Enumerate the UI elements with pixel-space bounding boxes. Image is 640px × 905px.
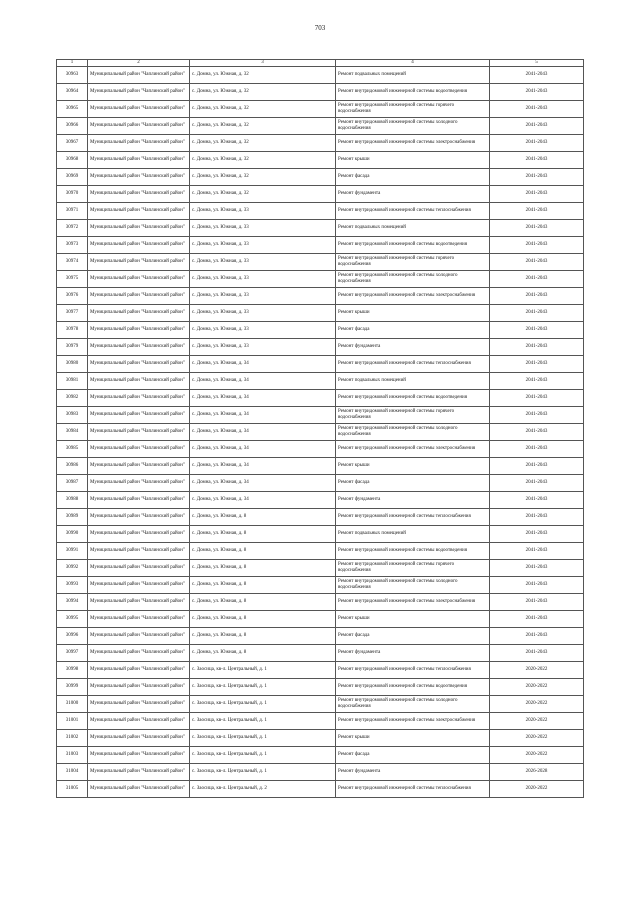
table-row: [57, 628, 584, 645]
row-number: 30985: [57, 441, 88, 458]
work-type-cell: Ремонт внутридомовой инженерной системы теплоснабжения: [336, 356, 490, 373]
municipality-cell: Муниципальный район "Чаплинский район": [88, 645, 190, 662]
municipality-cell: Муниципальный район "Чаплинский район": [88, 577, 190, 594]
work-type-cell: Ремонт внутридомовой инженерной системы теплоснабжения: [336, 509, 490, 526]
column-header: 5: [490, 60, 584, 67]
municipality-cell: Муниципальный район "Чаплинский район": [88, 441, 190, 458]
address-cell: с. Домна, ул. Южная, д. 34: [190, 424, 336, 441]
address-cell: с. Заосица, кв-л. Центральный, д. 1: [190, 764, 336, 781]
address-cell: с. Домна, ул. Южная, д. 32: [190, 101, 336, 118]
work-type-cell: Ремонт внутридомовой инженерной системы электроснабжения: [336, 288, 490, 305]
address-cell: с. Домна, ул. Южная, д. 34: [190, 373, 336, 390]
work-type-cell: Ремонт фундамента: [336, 645, 490, 662]
table-row: [57, 713, 584, 730]
table-row: [57, 543, 584, 560]
municipality-cell: Муниципальный район "Чаплинский район": [88, 305, 190, 322]
period-cell: 2041-2043: [490, 271, 584, 288]
table-row: [57, 492, 584, 509]
row-number: 30976: [57, 288, 88, 305]
table-row: [57, 169, 584, 186]
address-cell: с. Домна, ул. Южная, д. 33: [190, 322, 336, 339]
period-cell: 2041-2043: [490, 543, 584, 560]
work-type-cell: Ремонт фасада: [336, 322, 490, 339]
municipality-cell: Муниципальный район "Чаплинский район": [88, 322, 190, 339]
address-cell: с. Домна, ул. Южная, д. 8: [190, 509, 336, 526]
table-row: [57, 577, 584, 594]
period-cell: 2041-2043: [490, 203, 584, 220]
row-number: 30987: [57, 475, 88, 492]
work-type-cell: Ремонт внутридомовой инженерной системы электроснабжения: [336, 713, 490, 730]
address-cell: с. Домна, ул. Южная, д. 32: [190, 152, 336, 169]
table-row: [57, 458, 584, 475]
address-cell: с. Домна, ул. Южная, д. 32: [190, 169, 336, 186]
table-row: [57, 135, 584, 152]
municipality-cell: Муниципальный район "Чаплинский район": [88, 118, 190, 135]
period-cell: 2041-2043: [490, 118, 584, 135]
address-cell: с. Заосица, кв-л. Центральный, д. 2: [190, 781, 336, 798]
address-cell: с. Домна, ул. Южная, д. 34: [190, 458, 336, 475]
work-type-cell: Ремонт крыши: [336, 305, 490, 322]
work-type-cell: Ремонт внутридомовой инженерной системы водоотведения: [336, 543, 490, 560]
period-cell: 2020-2022: [490, 679, 584, 696]
table-row: [57, 730, 584, 747]
period-cell: 2020-2022: [490, 747, 584, 764]
row-number: 30999: [57, 679, 88, 696]
row-number: 30986: [57, 458, 88, 475]
row-number: 30991: [57, 543, 88, 560]
municipality-cell: Муниципальный район "Чаплинский район": [88, 526, 190, 543]
work-type-cell: Ремонт внутридомовой инженерной системы электроснабжения: [336, 594, 490, 611]
work-type-cell: Ремонт внутридомовой инженерной системы горячего водоснабжения: [336, 407, 490, 424]
work-type-cell: Ремонт внутридомовой инженерной системы электроснабжения: [336, 441, 490, 458]
row-number: 31000: [57, 696, 88, 713]
row-number: 30996: [57, 628, 88, 645]
table-row: [57, 84, 584, 101]
municipality-cell: Муниципальный район "Чаплинский район": [88, 373, 190, 390]
period-cell: 2041-2043: [490, 84, 584, 101]
work-type-cell: Ремонт внутридомовой инженерной системы холодного водоснабжения: [336, 696, 490, 713]
address-cell: с. Заосица, кв-л. Центральный, д. 1: [190, 713, 336, 730]
address-cell: с. Домна, ул. Южная, д. 33: [190, 271, 336, 288]
municipality-cell: Муниципальный район "Чаплинский район": [88, 84, 190, 101]
table-row: [57, 560, 584, 577]
row-number: 31001: [57, 713, 88, 730]
column-header: 1: [57, 60, 88, 67]
row-number: 30984: [57, 424, 88, 441]
period-cell: 2041-2043: [490, 101, 584, 118]
municipality-cell: Муниципальный район "Чаплинский район": [88, 679, 190, 696]
work-type-cell: Ремонт фундамента: [336, 764, 490, 781]
municipality-cell: Муниципальный район "Чаплинский район": [88, 424, 190, 441]
work-type-cell: Ремонт внутридомовой инженерной системы теплоснабжения: [336, 203, 490, 220]
work-type-cell: Ремонт внутридомовой инженерной системы водоотведения: [336, 84, 490, 101]
municipality-cell: Муниципальный район "Чаплинский район": [88, 186, 190, 203]
municipality-cell: Муниципальный район "Чаплинский район": [88, 203, 190, 220]
municipality-cell: Муниципальный район "Чаплинский район": [88, 475, 190, 492]
row-number: 30975: [57, 271, 88, 288]
address-cell: с. Домна, ул. Южная, д. 33: [190, 237, 336, 254]
municipality-cell: Муниципальный район "Чаплинский район": [88, 781, 190, 798]
period-cell: 2041-2043: [490, 220, 584, 237]
table-row: [57, 220, 584, 237]
period-cell: 2041-2043: [490, 492, 584, 509]
row-number: 30974: [57, 254, 88, 271]
table-row: [57, 441, 584, 458]
register-table: [56, 59, 584, 798]
table-row: [57, 305, 584, 322]
address-cell: с. Домна, ул. Южная, д. 33: [190, 305, 336, 322]
period-cell: 2041-2043: [490, 458, 584, 475]
period-cell: 2026-2028: [490, 764, 584, 781]
period-cell: 2020-2022: [490, 662, 584, 679]
address-cell: с. Заосица, кв-л. Центральный, д. 1: [190, 679, 336, 696]
row-number: 30969: [57, 169, 88, 186]
work-type-cell: Ремонт фасада: [336, 747, 490, 764]
municipality-cell: Муниципальный район "Чаплинский район": [88, 271, 190, 288]
municipality-cell: Муниципальный район "Чаплинский район": [88, 696, 190, 713]
address-cell: с. Домна, ул. Южная, д. 34: [190, 441, 336, 458]
work-type-cell: Ремонт подвальных помещений: [336, 373, 490, 390]
municipality-cell: Муниципальный район "Чаплинский район": [88, 390, 190, 407]
work-type-cell: Ремонт внутридомовой инженерной системы холодного водоснабжения: [336, 118, 490, 135]
row-number: 30995: [57, 611, 88, 628]
row-number: 30971: [57, 203, 88, 220]
row-number: 30968: [57, 152, 88, 169]
period-cell: 2020-2022: [490, 713, 584, 730]
period-cell: 2041-2043: [490, 407, 584, 424]
period-cell: 2041-2043: [490, 611, 584, 628]
table-row: [57, 764, 584, 781]
address-cell: с. Домна, ул. Южная, д. 34: [190, 492, 336, 509]
row-number: 30966: [57, 118, 88, 135]
period-cell: 2041-2043: [490, 526, 584, 543]
row-number: 30972: [57, 220, 88, 237]
row-number: 30983: [57, 407, 88, 424]
row-number: 30993: [57, 577, 88, 594]
work-type-cell: Ремонт фасада: [336, 475, 490, 492]
period-cell: 2041-2043: [490, 424, 584, 441]
address-cell: с. Домна, ул. Южная, д. 32: [190, 135, 336, 152]
address-cell: с. Домна, ул. Южная, д. 33: [190, 254, 336, 271]
municipality-cell: Муниципальный район "Чаплинский район": [88, 764, 190, 781]
table-row: [57, 526, 584, 543]
period-cell: 2041-2043: [490, 254, 584, 271]
municipality-cell: Муниципальный район "Чаплинский район": [88, 169, 190, 186]
address-cell: с. Домна, ул. Южная, д. 34: [190, 356, 336, 373]
row-number: 30979: [57, 339, 88, 356]
table-row: [57, 67, 584, 84]
row-number: 30981: [57, 373, 88, 390]
row-number: 30998: [57, 662, 88, 679]
municipality-cell: Муниципальный район "Чаплинский район": [88, 713, 190, 730]
work-type-cell: Ремонт внутридомовой инженерной системы электроснабжения: [336, 135, 490, 152]
period-cell: 2041-2043: [490, 186, 584, 203]
row-number: 30970: [57, 186, 88, 203]
work-type-cell: Ремонт внутридомовой инженерной системы холодного водоснабжения: [336, 577, 490, 594]
municipality-cell: Муниципальный район "Чаплинский район": [88, 628, 190, 645]
address-cell: с. Домна, ул. Южная, д. 8: [190, 645, 336, 662]
period-cell: 2041-2043: [490, 560, 584, 577]
address-cell: с. Домна, ул. Южная, д. 8: [190, 526, 336, 543]
table-row: [57, 645, 584, 662]
row-number: 30989: [57, 509, 88, 526]
work-type-cell: Ремонт подвальных помещений: [336, 220, 490, 237]
period-cell: 2041-2043: [490, 441, 584, 458]
municipality-cell: Муниципальный район "Чаплинский район": [88, 730, 190, 747]
municipality-cell: Муниципальный район "Чаплинский район": [88, 407, 190, 424]
address-cell: с. Заосица, кв-л. Центральный, д. 1: [190, 662, 336, 679]
municipality-cell: Муниципальный район "Чаплинский район": [88, 509, 190, 526]
table-row: [57, 747, 584, 764]
address-cell: с. Домна, ул. Южная, д. 8: [190, 577, 336, 594]
table-row: [57, 203, 584, 220]
address-cell: с. Домна, ул. Южная, д. 8: [190, 594, 336, 611]
row-number: 30973: [57, 237, 88, 254]
table-row: [57, 509, 584, 526]
work-type-cell: Ремонт внутридомовой инженерной системы теплоснабжения: [336, 781, 490, 798]
table-row: [57, 271, 584, 288]
municipality-cell: Муниципальный район "Чаплинский район": [88, 747, 190, 764]
address-cell: с. Домна, ул. Южная, д. 33: [190, 339, 336, 356]
work-type-cell: Ремонт крыши: [336, 611, 490, 628]
work-type-cell: Ремонт фасада: [336, 169, 490, 186]
municipality-cell: Муниципальный район "Чаплинский район": [88, 237, 190, 254]
municipality-cell: Муниципальный район "Чаплинский район": [88, 339, 190, 356]
address-cell: с. Домна, ул. Южная, д. 33: [190, 288, 336, 305]
work-type-cell: Ремонт крыши: [336, 458, 490, 475]
period-cell: 2041-2043: [490, 475, 584, 492]
row-number: 30977: [57, 305, 88, 322]
row-number: 30992: [57, 560, 88, 577]
period-cell: 2041-2043: [490, 67, 584, 84]
table-row: [57, 152, 584, 169]
table-row: [57, 237, 584, 254]
work-type-cell: Ремонт фундамента: [336, 339, 490, 356]
municipality-cell: Муниципальный район "Чаплинский район": [88, 220, 190, 237]
work-type-cell: Ремонт подвальных помещений: [336, 67, 490, 84]
row-number: 30997: [57, 645, 88, 662]
table-row: [57, 118, 584, 135]
work-type-cell: Ремонт внутридомовой инженерной системы горячего водоснабжения: [336, 101, 490, 118]
address-cell: с. Домна, ул. Южная, д. 32: [190, 84, 336, 101]
work-type-cell: Ремонт внутридомовой инженерной системы теплоснабжения: [336, 662, 490, 679]
municipality-cell: Муниципальный район "Чаплинский район": [88, 101, 190, 118]
table-row: [57, 356, 584, 373]
address-cell: с. Домна, ул. Южная, д. 8: [190, 560, 336, 577]
row-number: 30990: [57, 526, 88, 543]
work-type-cell: Ремонт внутридомовой инженерной системы водоотведения: [336, 237, 490, 254]
municipality-cell: Муниципальный район "Чаплинский район": [88, 254, 190, 271]
period-cell: 2020-2022: [490, 696, 584, 713]
table-row: [57, 407, 584, 424]
address-cell: с. Домна, ул. Южная, д. 34: [190, 390, 336, 407]
row-number: 31004: [57, 764, 88, 781]
row-number: 30994: [57, 594, 88, 611]
row-number: 30978: [57, 322, 88, 339]
municipality-cell: Муниципальный район "Чаплинский район": [88, 543, 190, 560]
municipality-cell: Муниципальный район "Чаплинский район": [88, 152, 190, 169]
municipality-cell: Муниципальный район "Чаплинский район": [88, 492, 190, 509]
table-row: [57, 611, 584, 628]
address-cell: с. Домна, ул. Южная, д. 34: [190, 475, 336, 492]
period-cell: 2020-2022: [490, 730, 584, 747]
work-type-cell: Ремонт фундамента: [336, 186, 490, 203]
period-cell: 2041-2043: [490, 390, 584, 407]
work-type-cell: Ремонт подвальных помещений: [336, 526, 490, 543]
address-cell: с. Домна, ул. Южная, д. 32: [190, 118, 336, 135]
work-type-cell: Ремонт внутридомовой инженерной системы горячего водоснабжения: [336, 560, 490, 577]
address-cell: с. Домна, ул. Южная, д. 32: [190, 186, 336, 203]
row-number: 30965: [57, 101, 88, 118]
column-header: 2: [88, 60, 190, 67]
period-cell: 2041-2043: [490, 152, 584, 169]
municipality-cell: Муниципальный район "Чаплинский район": [88, 356, 190, 373]
work-type-cell: Ремонт внутридомовой инженерной системы водоотведения: [336, 390, 490, 407]
work-type-cell: Ремонт фасада: [336, 628, 490, 645]
row-number: 30988: [57, 492, 88, 509]
address-cell: с. Домна, ул. Южная, д. 8: [190, 611, 336, 628]
period-cell: 2041-2043: [490, 169, 584, 186]
table-row: [57, 594, 584, 611]
table-row: [57, 475, 584, 492]
table-row: [57, 186, 584, 203]
address-cell: с. Домна, ул. Южная, д. 32: [190, 67, 336, 84]
table-row: [57, 662, 584, 679]
row-number: 30980: [57, 356, 88, 373]
period-cell: 2041-2043: [490, 135, 584, 152]
address-cell: с. Домна, ул. Южная, д. 33: [190, 220, 336, 237]
column-header: 4: [336, 60, 490, 67]
table-row: [57, 339, 584, 356]
period-cell: 2041-2043: [490, 288, 584, 305]
table-body: [57, 67, 584, 798]
municipality-cell: Муниципальный район "Чаплинский район": [88, 458, 190, 475]
address-cell: с. Заосица, кв-л. Центральный, д. 1: [190, 747, 336, 764]
row-number: 31003: [57, 747, 88, 764]
municipality-cell: Муниципальный район "Чаплинский район": [88, 135, 190, 152]
table-row: [57, 373, 584, 390]
table-row: [57, 781, 584, 798]
municipality-cell: Муниципальный район "Чаплинский район": [88, 594, 190, 611]
period-cell: 2041-2043: [490, 373, 584, 390]
table-row: [57, 322, 584, 339]
row-number: 30963: [57, 67, 88, 84]
period-cell: 2020-2022: [490, 781, 584, 798]
table-row: [57, 696, 584, 713]
table-row: [57, 679, 584, 696]
address-cell: с. Домна, ул. Южная, д. 34: [190, 407, 336, 424]
period-cell: 2041-2043: [490, 645, 584, 662]
work-type-cell: Ремонт крыши: [336, 730, 490, 747]
header-row: [57, 60, 584, 67]
address-cell: с. Заосица, кв-л. Центральный, д. 1: [190, 730, 336, 747]
row-number: 30982: [57, 390, 88, 407]
work-type-cell: Ремонт внутридомовой инженерной системы холодного водоснабжения: [336, 424, 490, 441]
table-row: [57, 390, 584, 407]
period-cell: 2041-2043: [490, 594, 584, 611]
period-cell: 2041-2043: [490, 322, 584, 339]
address-cell: с. Домна, ул. Южная, д. 8: [190, 543, 336, 560]
period-cell: 2041-2043: [490, 237, 584, 254]
municipality-cell: Муниципальный район "Чаплинский район": [88, 662, 190, 679]
period-cell: 2041-2043: [490, 509, 584, 526]
address-cell: с. Заосица, кв-л. Центральный, д. 1: [190, 696, 336, 713]
municipality-cell: Муниципальный район "Чаплинский район": [88, 288, 190, 305]
table-row: [57, 101, 584, 118]
column-header: 3: [190, 60, 336, 67]
period-cell: 2041-2043: [490, 628, 584, 645]
period-cell: 2041-2043: [490, 305, 584, 322]
table-row: [57, 424, 584, 441]
work-type-cell: Ремонт внутридомовой инженерной системы холодного водоснабжения: [336, 271, 490, 288]
period-cell: 2041-2043: [490, 356, 584, 373]
row-number: 31002: [57, 730, 88, 747]
table-row: [57, 288, 584, 305]
address-cell: с. Домна, ул. Южная, д. 33: [190, 203, 336, 220]
work-type-cell: Ремонт фундамента: [336, 492, 490, 509]
period-cell: 2041-2043: [490, 339, 584, 356]
row-number: 30964: [57, 84, 88, 101]
municipality-cell: Муниципальный район "Чаплинский район": [88, 560, 190, 577]
period-cell: 2041-2043: [490, 577, 584, 594]
municipality-cell: Муниципальный район "Чаплинский район": [88, 611, 190, 628]
work-type-cell: Ремонт крыши: [336, 152, 490, 169]
municipality-cell: Муниципальный район "Чаплинский район": [88, 67, 190, 84]
address-cell: с. Домна, ул. Южная, д. 8: [190, 628, 336, 645]
work-type-cell: Ремонт внутридомовой инженерной системы горячего водоснабжения: [336, 254, 490, 271]
page-number: 703: [314, 24, 326, 32]
work-type-cell: Ремонт внутридомовой инженерной системы водоотведения: [336, 679, 490, 696]
row-number: 31005: [57, 781, 88, 798]
row-number: 30967: [57, 135, 88, 152]
table-row: [57, 254, 584, 271]
